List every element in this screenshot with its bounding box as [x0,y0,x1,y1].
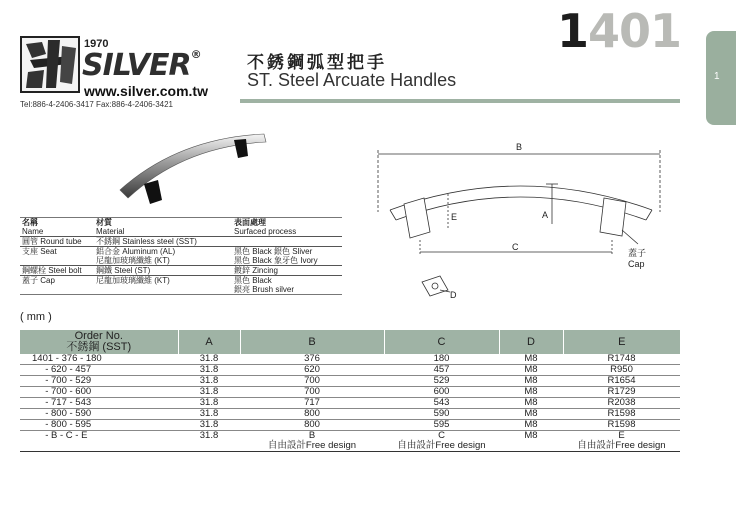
product-photo [118,124,278,210]
cell-a: 31.8 [178,354,240,365]
cell-c: 600 [384,387,499,398]
header-c: C [384,330,499,354]
cell-e: E 自由設計Free design [563,431,680,452]
cell-b: 376 [240,354,384,365]
technical-drawing [360,140,680,310]
table-row [20,398,680,409]
cell-order: - 700 - 529 [20,376,178,387]
table-row [20,387,680,398]
cell-a: 31.8 [178,431,240,452]
cell-e: R2038 [563,398,680,409]
table-row [20,420,680,431]
dim-label-e: E [451,212,458,222]
title-chinese: 不銹鋼弧型把手 [247,53,387,72]
table-row-custom [20,431,680,452]
cell-e: R1748 [563,354,680,365]
title-divider [240,99,680,103]
cell-d: M8 [499,387,563,398]
cell-d: M8 [499,409,563,420]
cell-c: 457 [384,365,499,376]
cell-e: R1654 [563,376,680,387]
materials-row: 鋼螺栓 Steel bolt 鋼鐵 Steel (ST) 鍍鋅 Zincing [20,266,342,276]
brand-name: SILVER® [82,48,201,83]
materials-table [20,217,342,295]
materials-row: 蓋子 Cap 尼龍加玻璃纖維 (KT) 黑色 Black 銀亮 Brush silver [20,276,342,295]
cap-label-cn: 蓋子 [628,249,647,259]
cell-d: M8 [499,354,563,365]
cell-order: - 800 - 590 [20,409,178,420]
cell-a: 31.8 [178,376,240,387]
cell-c: 180 [384,354,499,365]
cell-c: 529 [384,376,499,387]
cell-c: 543 [384,398,499,409]
unit-label: ( mm ) [20,311,52,323]
cell-d: M8 [499,431,563,452]
materials-row: 支座 Seat 鋁合金 Aluminum (AL) 尼龍加玻璃纖維 (KT) 黑色 Black 銀色 Sliver 黑色 Black 象牙色 Ivory [20,247,342,266]
brand-year: 1970 [84,38,109,50]
cell-order: - 717 - 543 [20,398,178,409]
cell-b: B 自由設計Free design [240,431,384,452]
brand-url: www.silver.com.tw [84,83,208,99]
table-row [20,409,680,420]
dim-label-d: D [450,290,457,300]
cell-a: 31.8 [178,398,240,409]
header-b: B [240,330,384,354]
cap-label-en: Cap [628,259,645,269]
cell-order: - 620 - 457 [20,365,178,376]
cell-b: 800 [240,420,384,431]
cell-order: - B - C - E [20,431,178,452]
cell-e: R1598 [563,409,680,420]
cell-b: 717 [240,398,384,409]
cell-d: M8 [499,376,563,387]
cell-b: 800 [240,409,384,420]
table-row [20,354,680,365]
dim-label-c: C [512,242,519,252]
cell-c: 595 [384,420,499,431]
section-tab: 1 [706,31,736,125]
title-english: ST. Steel Arcuate Handles [247,70,457,90]
contact-info: Tel:886-4-2406-3417 Fax:886-4-2406-3421 [20,100,173,109]
brand-logo-emblem [20,34,80,94]
cell-order: - 800 - 595 [20,420,178,431]
cell-d: M8 [499,420,563,431]
cell-a: 31.8 [178,409,240,420]
table-row [20,376,680,387]
header-order-no: Order No. 不銹鋼 (SST) [20,330,178,354]
header-a: A [178,330,240,354]
cell-d: M8 [499,398,563,409]
cell-e: R1729 [563,387,680,398]
materials-row: 圓管 Round tube 不銹鋼 Stainless steel (SST) [20,237,342,247]
cell-e: R1598 [563,420,680,431]
cell-d: M8 [499,365,563,376]
cell-order: - 700 - 600 [20,387,178,398]
dim-label-a: A [542,210,549,220]
header-d: D [499,330,563,354]
table-row [20,365,680,376]
cell-order: 1401 - 376 - 180 [20,354,178,365]
cell-c: 590 [384,409,499,420]
cell-e: R950 [563,365,680,376]
dim-label-b: B [516,142,523,152]
cell-a: 31.8 [178,387,240,398]
cell-c: C 自由設計Free design [384,431,499,452]
cell-b: 700 [240,387,384,398]
header-e: E [563,330,680,354]
cell-a: 31.8 [178,365,240,376]
spec-header [20,330,680,354]
materials-header: 名稱 Name 材質 Material 表面處理 Surfaced process [20,218,342,237]
cell-a: 31.8 [178,420,240,431]
model-number: 1401 [557,4,682,58]
cell-b: 620 [240,365,384,376]
cell-b: 700 [240,376,384,387]
spec-table [20,330,680,452]
